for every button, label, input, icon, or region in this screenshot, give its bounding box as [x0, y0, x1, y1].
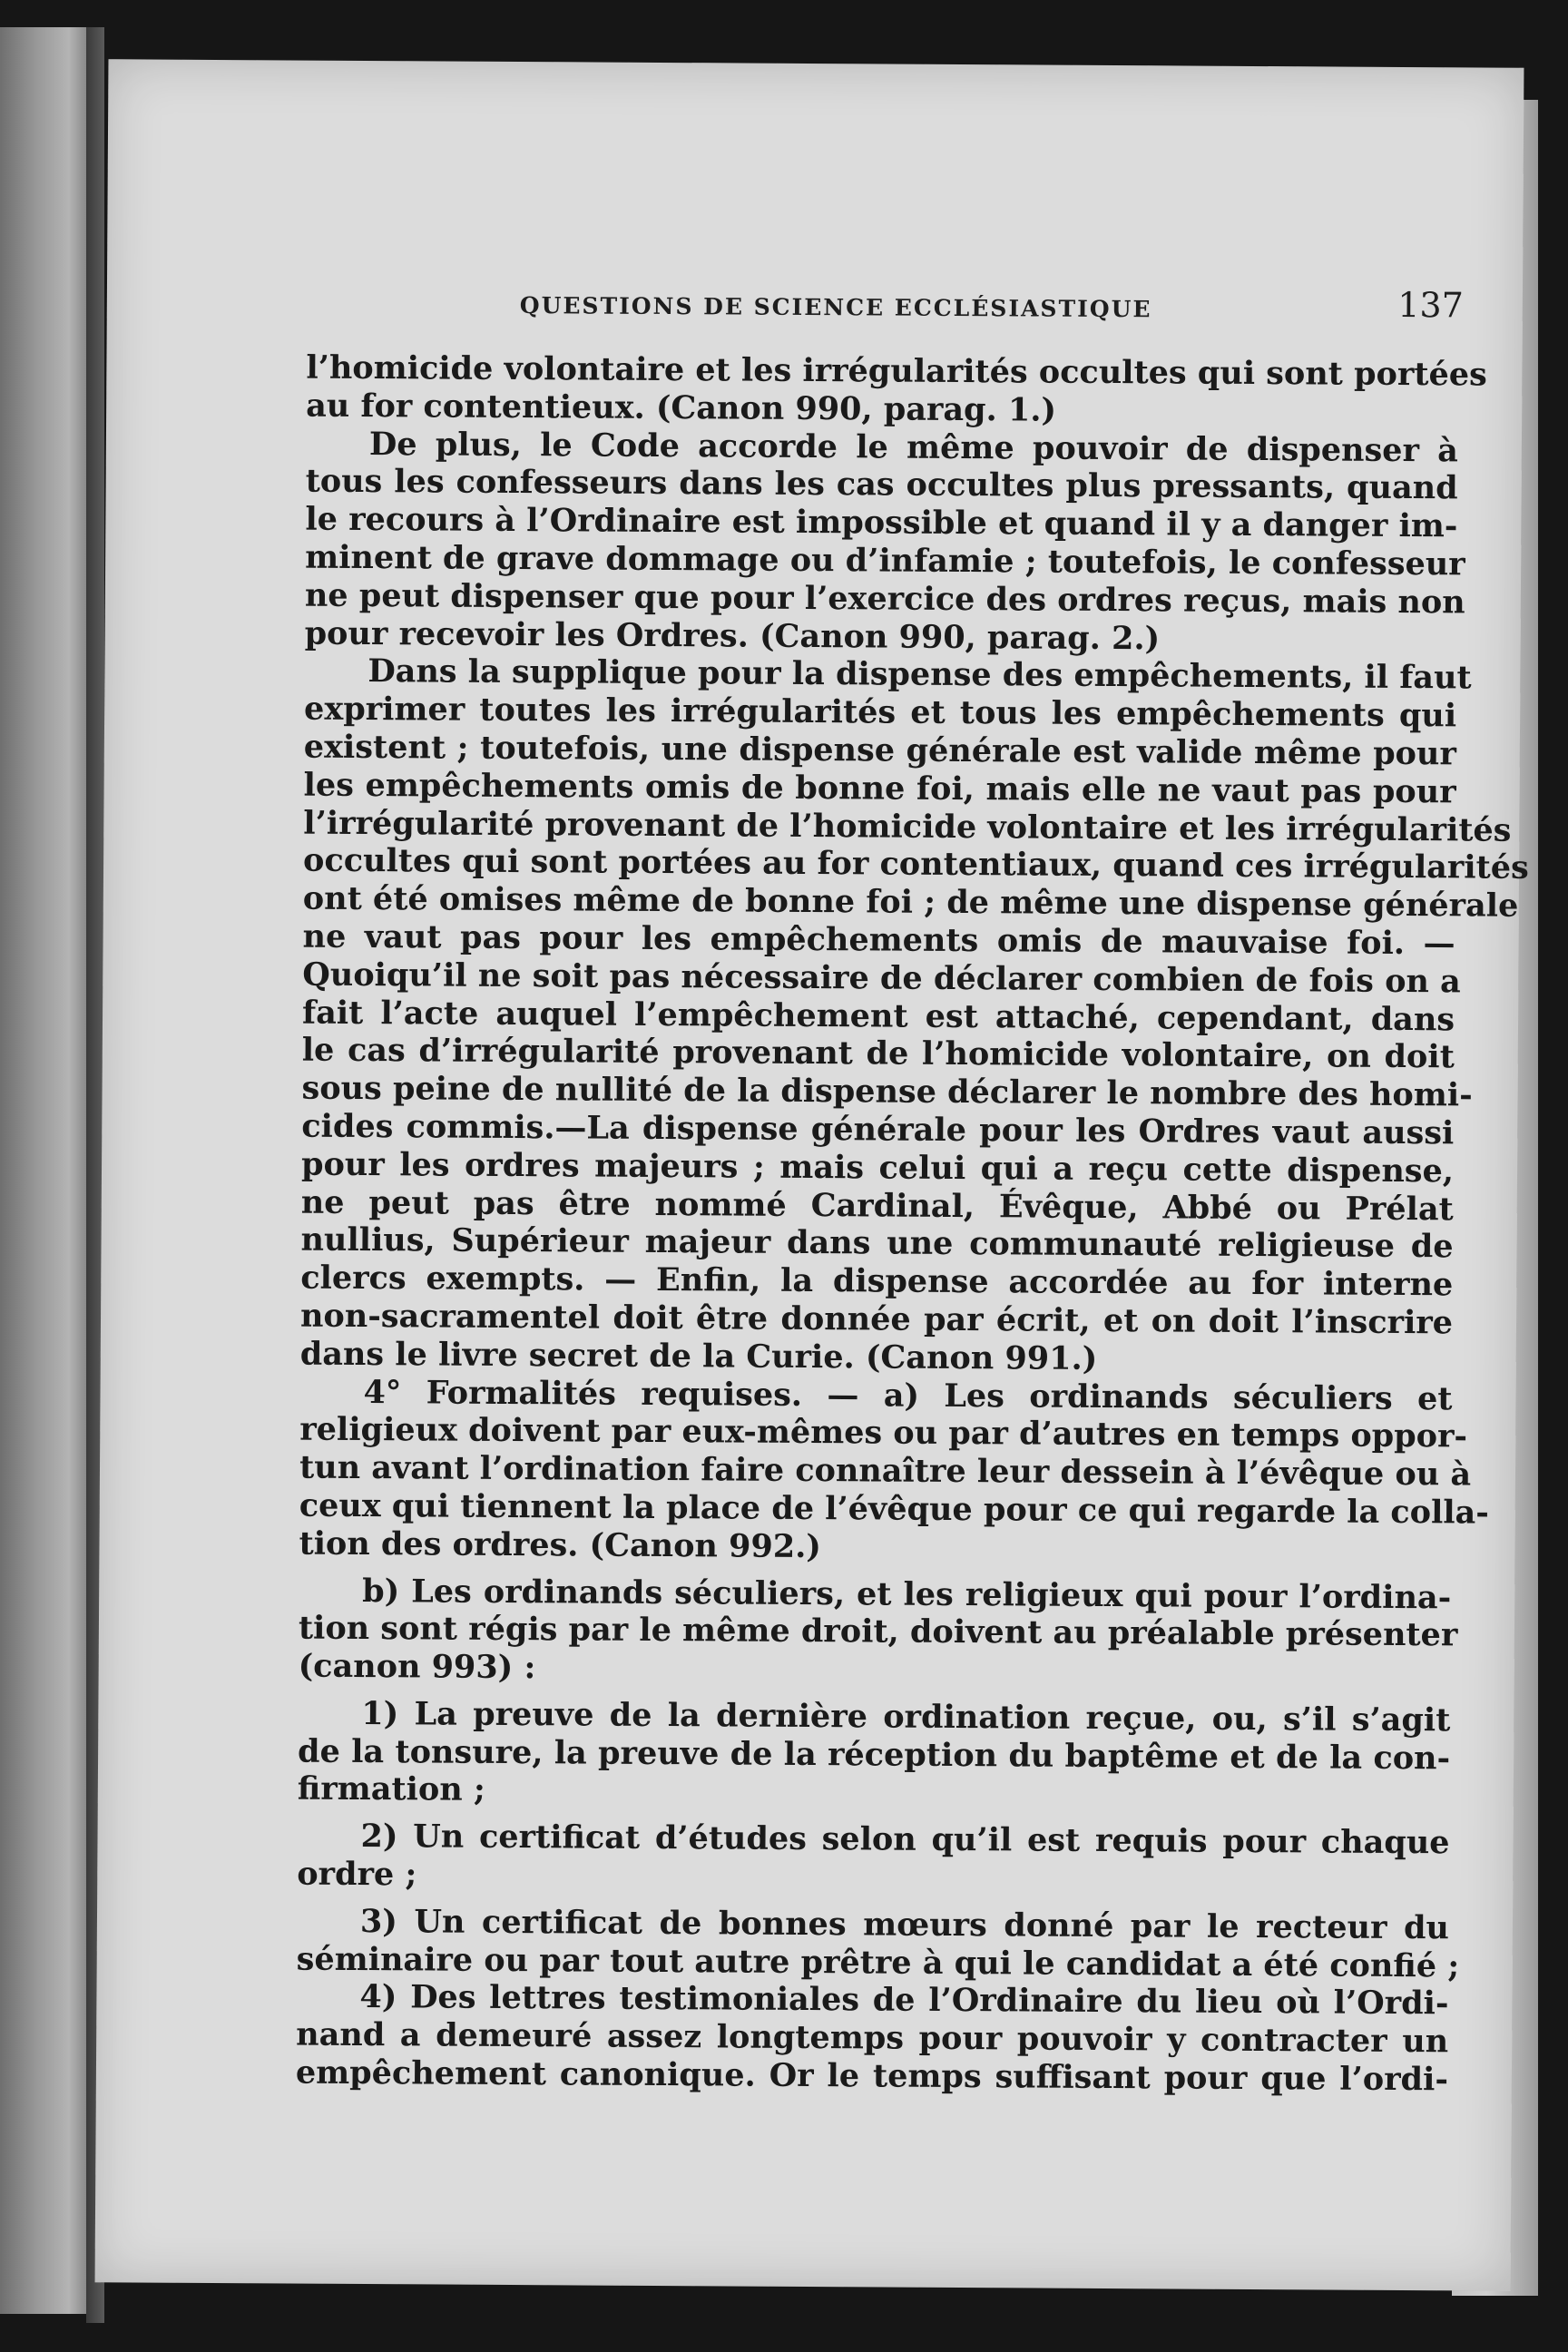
text-line: l’homicide volontaire et les irrégularités occultes qui sont portées — [306, 348, 1487, 394]
text-line: (canon 993) : — [298, 1647, 536, 1687]
text-line: 3) Un certificat de bonnes mœurs donné par le recteur du — [359, 1902, 1450, 1947]
page-number: 137 — [1397, 284, 1465, 326]
facing-page-edge — [0, 27, 86, 2314]
text-line: 4° Formalités requises. — a) Les ordinands séculiers et — [363, 1373, 1453, 1417]
text-line: de la tonsure, la preuve de la réception du baptême et de la con- — [297, 1732, 1451, 1778]
text-line: ne vaut pas pour les empêchements omis de mauvaise foi. — — [302, 917, 1455, 963]
text-line: pour les ordres majeurs ; mais celui qui a reçu cette dispense, — [300, 1145, 1455, 1191]
text-line: occultes qui sont portées au for contentiaux, quand ces irrégularités — [302, 841, 1529, 887]
text-line: minent de grave dommage ou d’infamie ; toutefois, le confesseur — [305, 538, 1465, 583]
text-line: ordre ; — [297, 1855, 417, 1894]
text-line: le cas d’irrégularité provenant de l’homicide volontaire, on doit — [301, 1031, 1455, 1076]
text-line: tous les confesseurs dans les cas occultes plus pressants, quand — [305, 462, 1458, 507]
text-line: empêchement canonique. Or le temps suffisant pour que l’ordi- — [295, 2053, 1449, 2099]
text-line: religieux doivent par eux-mêmes ou par d’autres en temps oppor- — [299, 1410, 1468, 1455]
text-line: tion sont régis par le même droit, doivent au préalable présenter — [298, 1609, 1458, 1654]
text-line: 4) Des lettres testimoniales de l’Ordinaire du lieu où l’Ordi- — [359, 1978, 1449, 2023]
text-line: les empêchements omis de bonne foi, mais elle ne vaut pas pour — [303, 766, 1456, 811]
text-line: Quoiqu’il ne soit pas nécessaire de déclarer combien de fois on a — [302, 956, 1461, 1001]
text-line: au for contentieux. (Canon 990, parag. 1.) — [306, 387, 1057, 429]
text-line: exprimer toutes les irrégularités et tous les empêchements qui — [304, 690, 1457, 735]
text-line: l’irrégularité provenant de l’homicide volontaire et les irrégularités — [303, 804, 1512, 849]
text-line: 2) Un certificat d’études selon qu’il est requis pour chaque — [360, 1818, 1450, 1862]
running-title: QUESTIONS DE SCIENCE ECCLÉSIASTIQUE — [519, 292, 1152, 323]
text-line: ont été omises même de bonne foi ; de même une dispense générale — [302, 879, 1519, 925]
body-text — [295, 348, 1529, 2100]
text-line: b) Les ordinands séculiers, et les religieux qui pour l’ordina- — [362, 1572, 1452, 1616]
text-line: tion des ordres. (Canon 992.) — [299, 1524, 822, 1565]
text-line: ne peut pas être nommé Cardinal, Évêque, Abbé ou Prélat — [300, 1183, 1454, 1228]
running-header — [520, 279, 1464, 336]
text-line: tun avant l’ordination faire connaître leur dessein à l’évêque ou à — [299, 1448, 1472, 1494]
text-line: séminaire ou par tout autre prêtre à qui le candidat a été confié ; — [296, 1940, 1460, 1985]
text-line: non-sacramentel doit être donnée par écrit, et on doit l’inscrire — [299, 1297, 1454, 1342]
text-line: pour recevoir les Ordres. (Canon 990, parag. 2.) — [304, 614, 1161, 657]
text-line: fait l’acte auquel l’empêchement est attaché, cependant, dans — [301, 994, 1455, 1038]
text-line: firmation ; — [297, 1770, 485, 1809]
book-page — [95, 59, 1529, 2290]
text-line: ceux qui tiennent la place de l’évêque pour ce qui regarde la colla- — [299, 1486, 1489, 1532]
text-line: nullius, Supérieur majeur dans une communauté religieuse de — [300, 1220, 1454, 1266]
text-line: De plus, le Code accorde le même pouvoir de dispenser à — [368, 425, 1459, 469]
text-line: ne peut dispenser que pour l’exercice des ordres reçus, mais non — [304, 576, 1465, 622]
text-line: cides commis.—La dispense générale pour les Ordres vaut aussi — [301, 1107, 1455, 1152]
text-line: clercs exempts. — Enfin, la dispense accordée au for interne — [300, 1259, 1454, 1304]
text-line: Dans la supplique pour la dispense des empêchements, il faut — [368, 652, 1472, 697]
text-line: sous peine de nullité de la dispense déclarer le nombre des homi- — [301, 1069, 1473, 1114]
text-line: existent ; toutefois, une dispense générale est valide même pour — [303, 728, 1456, 773]
text-line: 1) La preuve de la dernière ordination reçue, ou, s’il s’agit — [361, 1694, 1451, 1740]
text-line: dans le livre secret de la Curie. (Canon 991.) — [299, 1335, 1098, 1377]
text-line: le recours à l’Ordinaire est impossible et quand il y a danger im- — [305, 500, 1458, 545]
text-line: nand a demeuré assez longtemps pour pouvoir y contracter un — [296, 2015, 1449, 2061]
